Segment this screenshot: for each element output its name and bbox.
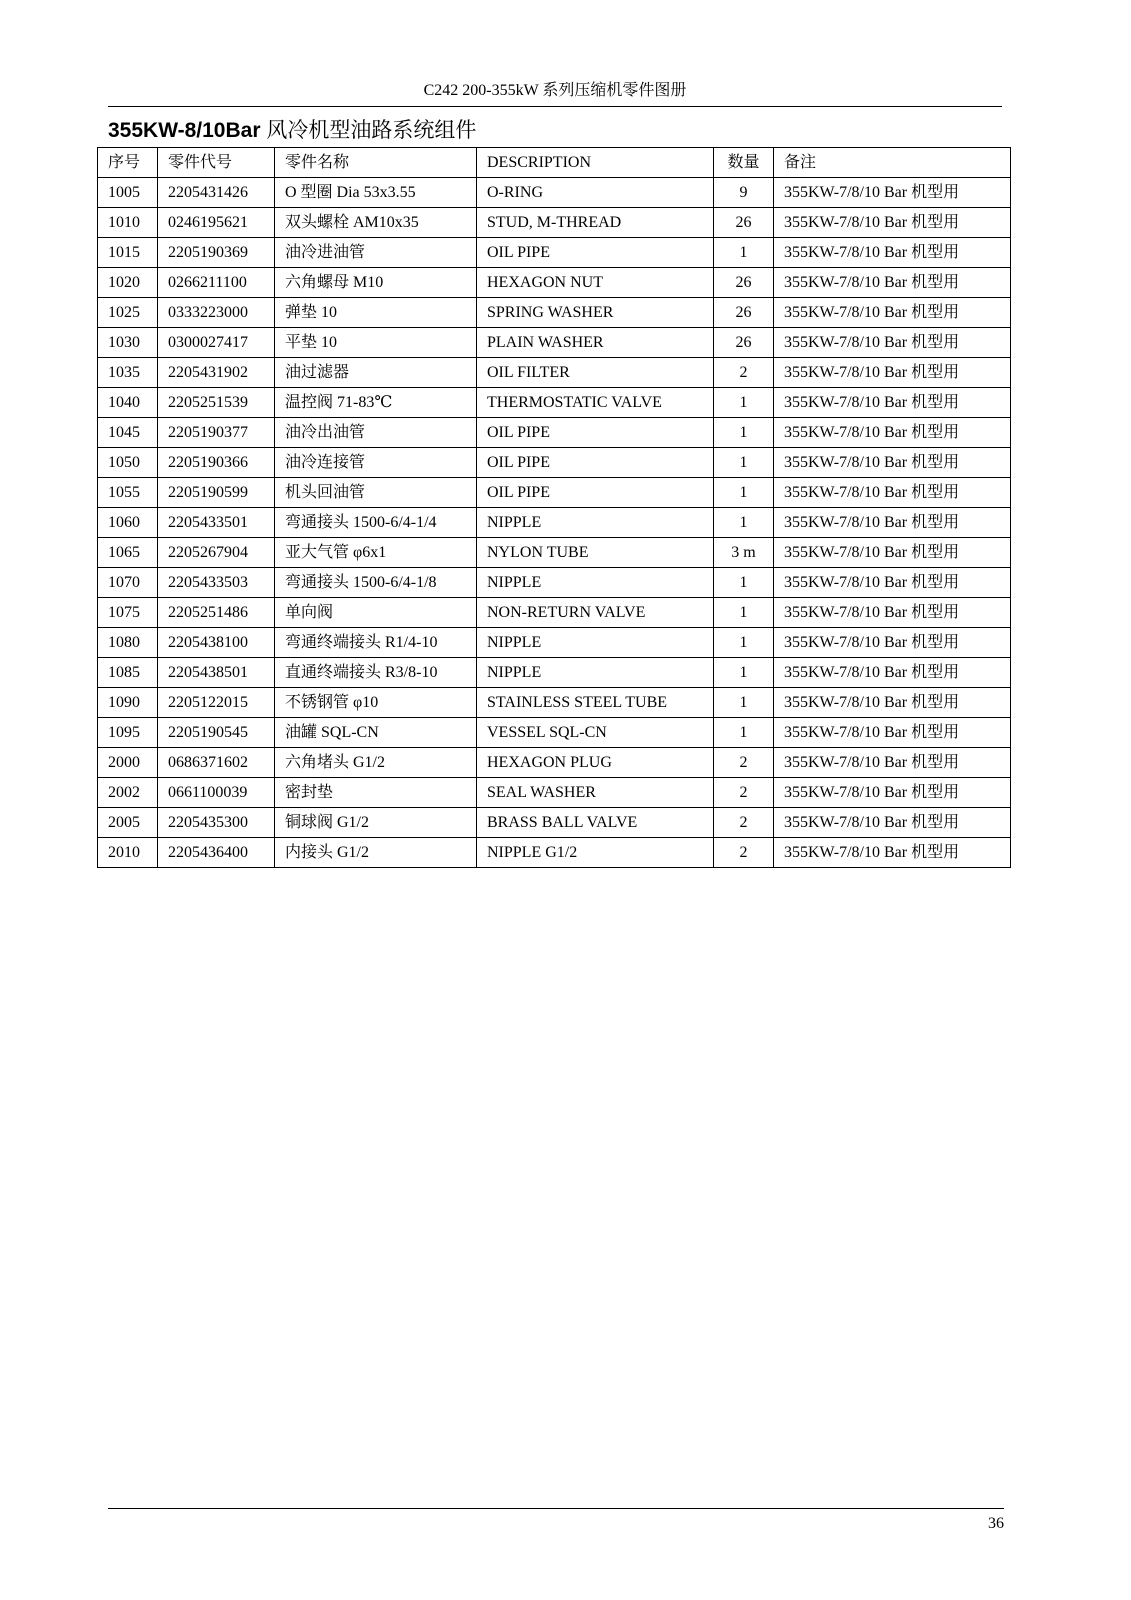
cell-quantity: 1: [714, 658, 774, 688]
cell-remark: 355KW-7/8/10 Bar 机型用: [774, 628, 1011, 658]
cell-part-code: 2205122015: [158, 688, 275, 718]
cell-part-code: 2205431426: [158, 178, 275, 208]
cell-remark: 355KW-7/8/10 Bar 机型用: [774, 538, 1011, 568]
cell-seq: 1040: [98, 388, 158, 418]
cell-description: NIPPLE: [477, 568, 714, 598]
parts-table: [97, 147, 1011, 868]
cell-quantity: 1: [714, 508, 774, 538]
cell-part-name: 弯通终端接头 R1/4-10: [275, 628, 477, 658]
cell-part-code: 2205438501: [158, 658, 275, 688]
cell-part-name: 油冷连接管: [275, 448, 477, 478]
cell-part-code: 2205436400: [158, 838, 275, 868]
table-row: [98, 598, 1011, 628]
header-quantity: 数量: [714, 148, 774, 178]
cell-seq: 1075: [98, 598, 158, 628]
cell-seq: 1030: [98, 328, 158, 358]
header-remark: 备注: [774, 148, 1011, 178]
cell-quantity: 1: [714, 568, 774, 598]
cell-remark: 355KW-7/8/10 Bar 机型用: [774, 808, 1011, 838]
section-title: [108, 116, 476, 146]
cell-remark: 355KW-7/8/10 Bar 机型用: [774, 238, 1011, 268]
table-row: [98, 778, 1011, 808]
table-row: [98, 538, 1011, 568]
cell-quantity: 26: [714, 298, 774, 328]
cell-description: THERMOSTATIC VALVE: [477, 388, 714, 418]
cell-remark: 355KW-7/8/10 Bar 机型用: [774, 268, 1011, 298]
table-row: [98, 328, 1011, 358]
cell-quantity: 2: [714, 808, 774, 838]
cell-part-code: 2205190545: [158, 718, 275, 748]
cell-remark: 355KW-7/8/10 Bar 机型用: [774, 658, 1011, 688]
cell-seq: 1065: [98, 538, 158, 568]
cell-quantity: 2: [714, 748, 774, 778]
cell-quantity: 1: [714, 448, 774, 478]
cell-part-name: 铜球阀 G1/2: [275, 808, 477, 838]
cell-seq: 1015: [98, 238, 158, 268]
cell-remark: 355KW-7/8/10 Bar 机型用: [774, 358, 1011, 388]
cell-description: OIL PIPE: [477, 478, 714, 508]
cell-part-name: 弯通接头 1500-6/4-1/4: [275, 508, 477, 538]
cell-description: SPRING WASHER: [477, 298, 714, 328]
cell-part-name: 油过滤器: [275, 358, 477, 388]
cell-quantity: 1: [714, 418, 774, 448]
document-title: C242 200-355kW 系列压缩机零件图册: [423, 82, 687, 99]
cell-part-name: 弯通接头 1500-6/4-1/8: [275, 568, 477, 598]
cell-quantity: 1: [714, 388, 774, 418]
table-row: [98, 448, 1011, 478]
cell-description: HEXAGON NUT: [477, 268, 714, 298]
cell-part-code: 2205431902: [158, 358, 275, 388]
cell-part-name: 直通终端接头 R3/8-10: [275, 658, 477, 688]
cell-remark: 355KW-7/8/10 Bar 机型用: [774, 748, 1011, 778]
cell-quantity: 26: [714, 268, 774, 298]
cell-seq: 1045: [98, 418, 158, 448]
header-seq: 序号: [98, 148, 158, 178]
cell-part-code: 0266211100: [158, 268, 275, 298]
cell-description: STAINLESS STEEL TUBE: [477, 688, 714, 718]
cell-seq: 2010: [98, 838, 158, 868]
cell-seq: 1035: [98, 358, 158, 388]
cell-remark: 355KW-7/8/10 Bar 机型用: [774, 448, 1011, 478]
cell-description: BRASS BALL VALVE: [477, 808, 714, 838]
header-description: DESCRIPTION: [477, 148, 714, 178]
table-row: [98, 298, 1011, 328]
cell-part-code: 2205438100: [158, 628, 275, 658]
cell-remark: 355KW-7/8/10 Bar 机型用: [774, 778, 1011, 808]
cell-description: NIPPLE: [477, 508, 714, 538]
cell-part-name: 油罐 SQL-CN: [275, 718, 477, 748]
cell-remark: 355KW-7/8/10 Bar 机型用: [774, 178, 1011, 208]
cell-seq: 1060: [98, 508, 158, 538]
cell-seq: 1095: [98, 718, 158, 748]
cell-part-name: 不锈钢管 φ10: [275, 688, 477, 718]
table-row: [98, 508, 1011, 538]
cell-remark: 355KW-7/8/10 Bar 机型用: [774, 508, 1011, 538]
cell-part-code: 2205190599: [158, 478, 275, 508]
cell-description: VESSEL SQL-CN: [477, 718, 714, 748]
cell-remark: 355KW-7/8/10 Bar 机型用: [774, 328, 1011, 358]
cell-part-name: 六角堵头 G1/2: [275, 748, 477, 778]
cell-seq: 1070: [98, 568, 158, 598]
cell-seq: 2005: [98, 808, 158, 838]
cell-quantity: 1: [714, 598, 774, 628]
cell-seq: 1010: [98, 208, 158, 238]
table-row: [98, 478, 1011, 508]
table-row: [98, 178, 1011, 208]
cell-part-code: 0686371602: [158, 748, 275, 778]
cell-part-code: 2205267904: [158, 538, 275, 568]
cell-remark: 355KW-7/8/10 Bar 机型用: [774, 598, 1011, 628]
cell-quantity: 1: [714, 718, 774, 748]
table-row: [98, 268, 1011, 298]
cell-description: NON-RETURN VALVE: [477, 598, 714, 628]
cell-part-name: 六角螺母 M10: [275, 268, 477, 298]
cell-remark: 355KW-7/8/10 Bar 机型用: [774, 208, 1011, 238]
cell-part-code: 0246195621: [158, 208, 275, 238]
cell-part-code: 0333223000: [158, 298, 275, 328]
cell-seq: 1025: [98, 298, 158, 328]
table-row: [98, 748, 1011, 778]
cell-remark: 355KW-7/8/10 Bar 机型用: [774, 478, 1011, 508]
cell-remark: 355KW-7/8/10 Bar 机型用: [774, 418, 1011, 448]
cell-description: NIPPLE: [477, 628, 714, 658]
cell-quantity: 9: [714, 178, 774, 208]
cell-description: OIL FILTER: [477, 358, 714, 388]
table-row: [98, 628, 1011, 658]
cell-part-name: 单向阀: [275, 598, 477, 628]
cell-remark: 355KW-7/8/10 Bar 机型用: [774, 568, 1011, 598]
cell-description: O-RING: [477, 178, 714, 208]
cell-part-code: 2205435300: [158, 808, 275, 838]
cell-part-code: 0300027417: [158, 328, 275, 358]
cell-quantity: 2: [714, 358, 774, 388]
cell-quantity: 1: [714, 238, 774, 268]
cell-quantity: 26: [714, 328, 774, 358]
cell-remark: 355KW-7/8/10 Bar 机型用: [774, 388, 1011, 418]
table-row: [98, 568, 1011, 598]
cell-part-code: 0661100039: [158, 778, 275, 808]
table-row: [98, 838, 1011, 868]
table-row: [98, 718, 1011, 748]
cell-part-name: 内接头 G1/2: [275, 838, 477, 868]
table-row: [98, 808, 1011, 838]
cell-description: SEAL WASHER: [477, 778, 714, 808]
table-row: [98, 238, 1011, 268]
cell-seq: 1085: [98, 658, 158, 688]
section-title-model: 355KW-8/10Bar: [108, 119, 261, 142]
cell-description: OIL PIPE: [477, 238, 714, 268]
cell-part-name: 双头螺栓 AM10x35: [275, 208, 477, 238]
cell-seq: 1080: [98, 628, 158, 658]
cell-part-code: 2205433501: [158, 508, 275, 538]
table-row: [98, 688, 1011, 718]
cell-seq: 1005: [98, 178, 158, 208]
cell-part-code: 2205190366: [158, 448, 275, 478]
parts-table-body: [98, 178, 1011, 868]
table-row: [98, 208, 1011, 238]
cell-part-name: 温控阀 71-83℃: [275, 388, 477, 418]
cell-part-name: 机头回油管: [275, 478, 477, 508]
cell-remark: 355KW-7/8/10 Bar 机型用: [774, 718, 1011, 748]
cell-part-name: 密封垫: [275, 778, 477, 808]
cell-remark: 355KW-7/8/10 Bar 机型用: [774, 838, 1011, 868]
cell-description: STUD, M-THREAD: [477, 208, 714, 238]
cell-part-code: 2205190369: [158, 238, 275, 268]
cell-part-code: 2205433503: [158, 568, 275, 598]
cell-quantity: 2: [714, 778, 774, 808]
cell-quantity: 1: [714, 478, 774, 508]
cell-seq: 1050: [98, 448, 158, 478]
section-title-text: 风冷机型油路系统组件: [260, 119, 477, 142]
cell-part-name: 油冷进油管: [275, 238, 477, 268]
cell-part-name: 油冷出油管: [275, 418, 477, 448]
cell-description: NIPPLE G1/2: [477, 838, 714, 868]
cell-quantity: 26: [714, 208, 774, 238]
cell-part-code: 2205251486: [158, 598, 275, 628]
cell-remark: 355KW-7/8/10 Bar 机型用: [774, 298, 1011, 328]
cell-remark: 355KW-7/8/10 Bar 机型用: [774, 688, 1011, 718]
cell-seq: 2000: [98, 748, 158, 778]
page-number: 36: [988, 1515, 1004, 1532]
cell-seq: 2002: [98, 778, 158, 808]
cell-quantity: 3 m: [714, 538, 774, 568]
cell-description: OIL PIPE: [477, 448, 714, 478]
cell-description: PLAIN WASHER: [477, 328, 714, 358]
cell-part-code: 2205190377: [158, 418, 275, 448]
header-part-code: 零件代号: [158, 148, 275, 178]
cell-description: NIPPLE: [477, 658, 714, 688]
table-row: [98, 418, 1011, 448]
table-row: [98, 388, 1011, 418]
page-footer: [108, 1508, 1004, 1532]
cell-part-code: 2205251539: [158, 388, 275, 418]
cell-description: OIL PIPE: [477, 418, 714, 448]
cell-part-name: 弹垫 10: [275, 298, 477, 328]
table-row: [98, 358, 1011, 388]
cell-description: HEXAGON PLUG: [477, 748, 714, 778]
cell-quantity: 1: [714, 688, 774, 718]
cell-part-name: 亚大气管 φ6x1: [275, 538, 477, 568]
table-row: [98, 658, 1011, 688]
cell-seq: 1020: [98, 268, 158, 298]
cell-quantity: 1: [714, 628, 774, 658]
header-part-name: 零件名称: [275, 148, 477, 178]
cell-quantity: 2: [714, 838, 774, 868]
cell-part-name: 平垫 10: [275, 328, 477, 358]
cell-seq: 1055: [98, 478, 158, 508]
cell-seq: 1090: [98, 688, 158, 718]
cell-part-name: O 型圈 Dia 53x3.55: [275, 178, 477, 208]
cell-description: NYLON TUBE: [477, 538, 714, 568]
page-header: [108, 80, 1002, 107]
table-header-row: [98, 148, 1011, 178]
